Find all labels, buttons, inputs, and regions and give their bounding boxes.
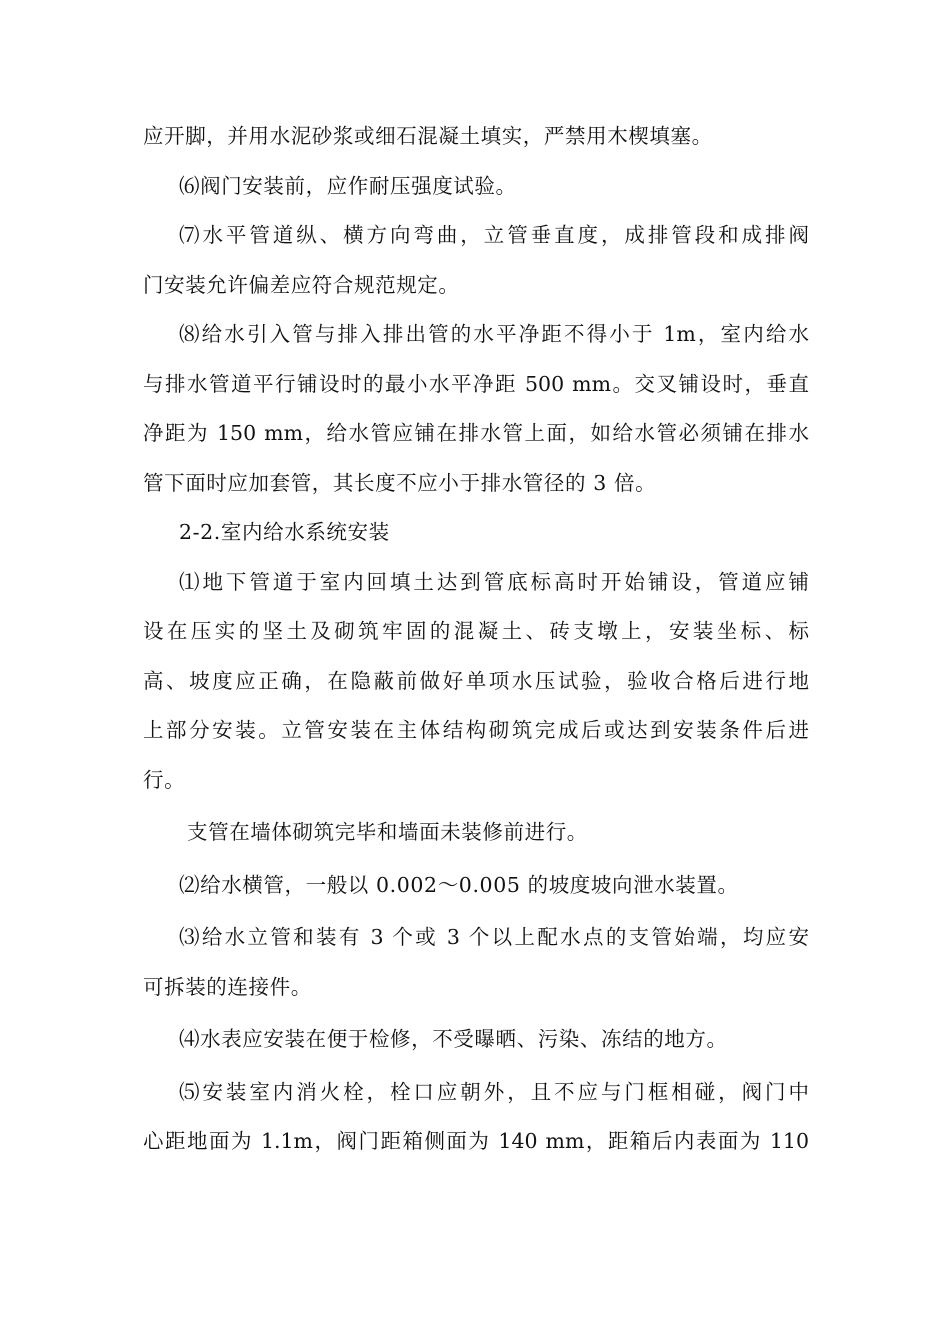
text-line: 高、坡度应正确，在隐蔽前做好单项水压试验，验收合格后进行地: [143, 668, 809, 693]
text-line: ⑵给水横管，一般以 0.002～0.005 的坡度坡向泄水装置。: [179, 872, 739, 897]
text-line: 可拆装的连接件。: [143, 974, 312, 999]
text-line: 上部分安装。立管安装在主体结构砌筑完成后或达到安装条件后进: [143, 718, 809, 742]
body-text: [143, 112, 809, 1167]
text-line: ⑷水表应安装在便于检修，不受曝晒、污染、冻结的地方。: [179, 1027, 728, 1051]
text-line: 行。: [143, 767, 186, 792]
text-line: ⑻给水引入管与排入排出管的水平净距不得小于 1m，室内给水: [179, 322, 809, 346]
text-line: 设在压实的坚土及砌筑牢固的混凝土、砖支墩上，安装坐标、标: [143, 619, 809, 643]
text-line: ⑶给水立管和装有 3 个或 3 个以上配水点的支管始端，均应安: [179, 925, 809, 949]
text-line: 应开脚，并用水泥砂浆或细石混凝土填实，严禁用木楔填塞。: [143, 124, 713, 148]
text-line: 心距地面为 1.1m，阀门距箱侧面为 140 mm，距箱后内表面为 110: [143, 1129, 809, 1153]
text-line: 净距为 150 mm，给水管应铺在排水管上面，如给水管必须铺在排水: [143, 421, 809, 445]
section-heading: 2-2.室内给水系统安装: [179, 520, 390, 544]
text-line: ⑸安装室内消火栓，栓口应朝外，且不应与门框相碰，阀门中: [179, 1079, 809, 1104]
text-line: 门安装允许偏差应符合规范规定。: [143, 272, 460, 297]
text-line: 支管在墙体砌筑完毕和墙面未装修前进行。: [187, 820, 588, 844]
text-line: 与排水管道平行铺设时的最小水平净距 500 mm。交叉铺设时，垂直: [143, 371, 809, 396]
text-line: ⑹阀门安装前，应作耐压强度试验。: [179, 173, 517, 198]
text-line: 管下面时应加套管，其长度不应小于排水管径的 3 倍。: [143, 470, 657, 495]
text-line: ⑺水平管道纵、横方向弯曲，立管垂直度，成排管段和成排阀: [179, 223, 809, 247]
text-line: ⑴地下管道于室内回填土达到管底标高时开始铺设，管道应铺: [179, 569, 809, 594]
